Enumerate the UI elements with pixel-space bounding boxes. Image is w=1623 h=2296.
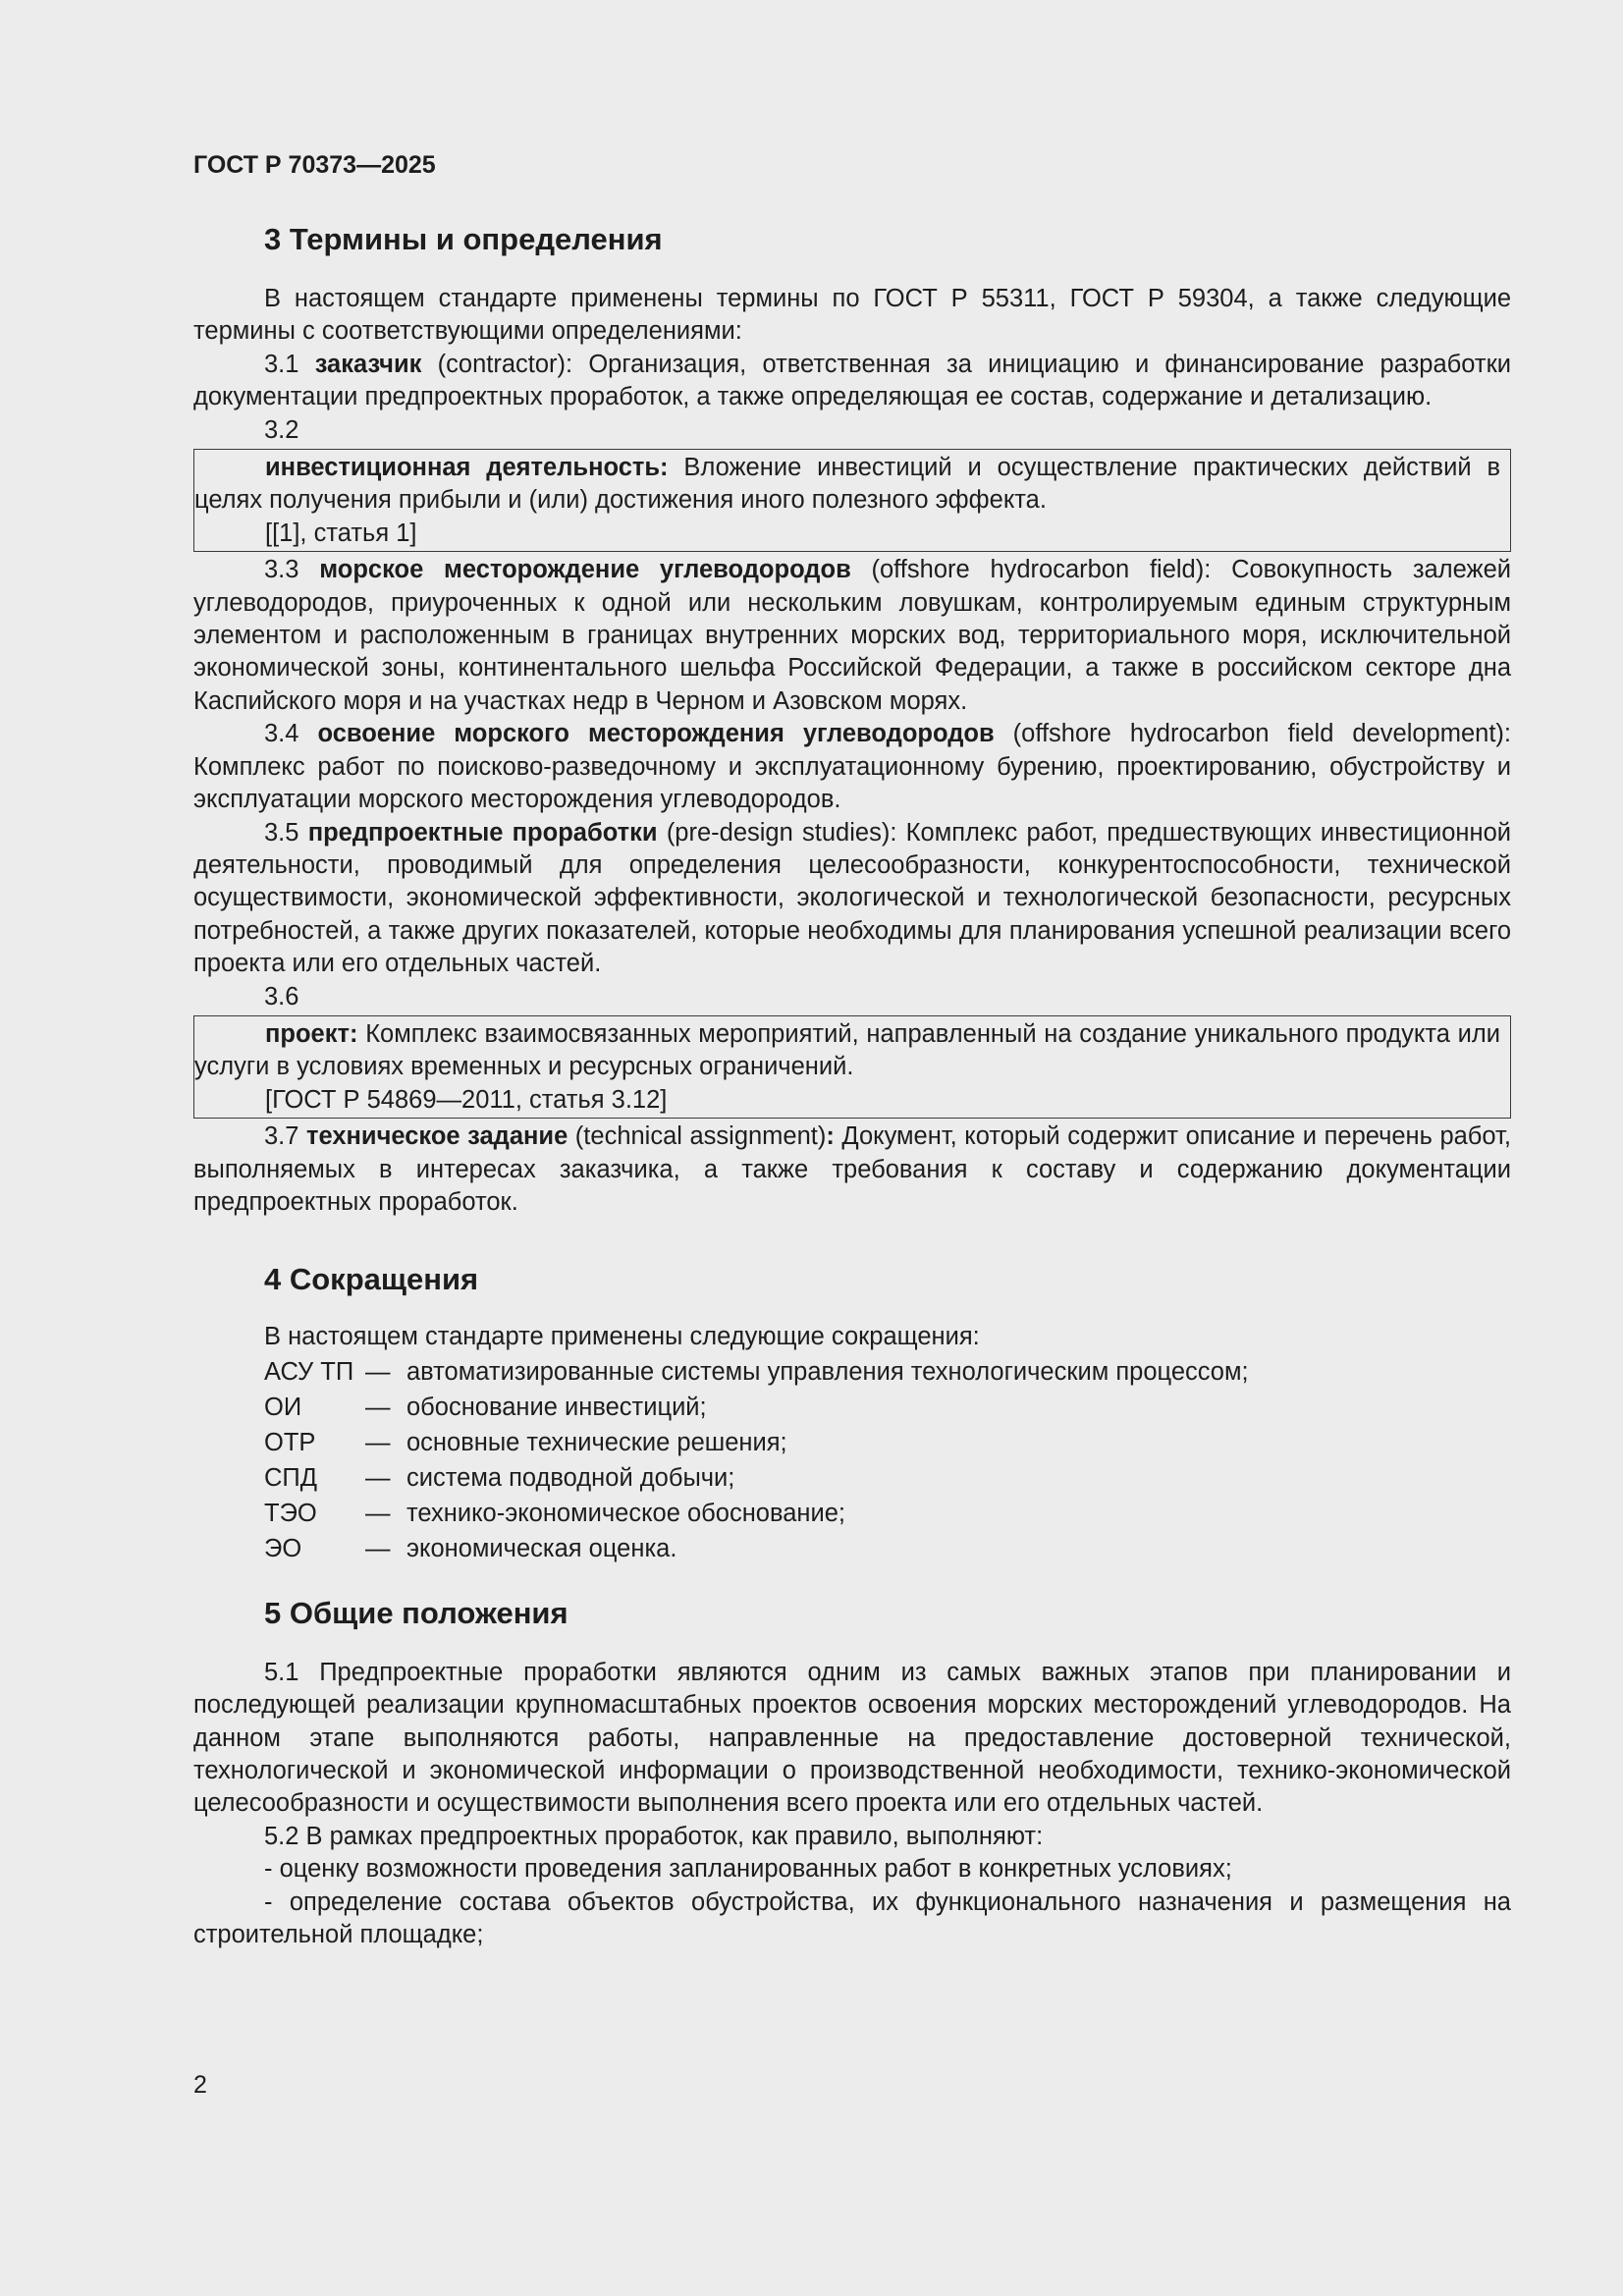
term-name: морское месторождение углеводородов <box>319 556 851 584</box>
term-definition: (offshore hydrocarbon field development): Комплекс работ по поисково-разведочному и эксплуатационному бурению, проектированию, обустройству и эксплуатации морского месторождения углеводородов. <box>193 720 1511 814</box>
term-definition: Вложение инвестиций и осуществление практических действий в целях получения прибыли и (или) достижения иного полезного эффекта. <box>194 454 1501 515</box>
clause-5-1: 5.1 Предпроектные проработки являются одним из самых важных этапов при планировании и последующей реализации крупномасштабных проектов освоения морских месторождений углеводородов. На данном этапе выполняются работы, направленные на предоставление достоверной технической, технологической и экономической информации о производственной необходимости, технико-экономической целесообразности и осуществимости выполнения всего проекта или его отдельных частей. <box>193 1658 1511 1818</box>
section-3-title: 3 Термины и определения <box>264 222 663 256</box>
term-definition: (contractor): Организация, ответственная за инициацию и финансирование разработки документации предпроектных проработок, а также определяющая ее состав, содержание и детализацию. <box>193 350 1511 411</box>
term-3-5 <box>193 817 1511 981</box>
abbreviation-meaning: технико-экономическое обоснование; <box>406 1499 846 1527</box>
term-definition: (pre-design studies): Комплекс работ, предшествующих инвестиционной деятельности, проводимый для определения целесообразности, конкурентоспособности, технической осуществимости, экономической эффективности, экологической и технологической безопасности, ресурсных потребностей, а также других показателей, которые необходимы для планирования успешной реализации всего проекта или его отдельных частей. <box>193 818 1511 978</box>
page-number: 2 <box>193 2071 207 2099</box>
abbreviation: ОТР <box>264 1428 316 1456</box>
abbreviation-meaning: экономическая оценка. <box>406 1534 677 1562</box>
abbreviation-dash: — <box>365 1463 391 1492</box>
abbreviation: СПД <box>264 1463 318 1492</box>
abbreviation: ТЭО <box>264 1499 317 1527</box>
term-3-6 <box>194 1018 1510 1084</box>
term-3-4 <box>193 718 1511 816</box>
abbreviation-meaning: обоснование инвестиций; <box>406 1393 707 1421</box>
term-3-2-number: 3.2 <box>264 415 299 444</box>
term-3-2-source: [[1], статья 1] <box>265 519 417 547</box>
term-3-2-box <box>193 449 1511 552</box>
abbreviation-item <box>264 1425 1511 1460</box>
term-3-3 <box>193 554 1511 718</box>
term-number: 3.3 <box>264 556 320 584</box>
term-3-6-number: 3.6 <box>264 982 299 1011</box>
section-4-title: 4 Сокращения <box>264 1262 479 1297</box>
abbreviation: ОИ <box>264 1393 302 1421</box>
abbreviation-item <box>264 1460 1511 1496</box>
abbreviation-meaning: автоматизированные системы управления технологическим процессом; <box>406 1357 1249 1386</box>
document-header: ГОСТ Р 70373—2025 <box>193 151 436 179</box>
abbreviation: АСУ ТП <box>264 1357 354 1386</box>
term-number: 3.4 <box>264 720 318 748</box>
abbreviation-item <box>264 1354 1511 1390</box>
abbreviation-meaning: основные технические решения; <box>406 1428 787 1456</box>
clause-5-2: 5.2 В рамках предпроектных проработок, как правило, выполняют: <box>264 1822 1044 1850</box>
term-name: инвестиционная деятельность: <box>265 454 669 482</box>
term-3-1 <box>193 349 1511 414</box>
term-name: предпроектные проработки <box>307 818 658 847</box>
term-number: 3.1 <box>264 350 315 378</box>
abbreviation-meaning: система подводной добычи; <box>406 1463 735 1492</box>
term-name: освоение морского месторождения углеводородов <box>317 720 995 748</box>
term-3-6-source: [ГОСТ Р 54869—2011, статья 3.12] <box>265 1085 668 1114</box>
term-name: заказчик <box>314 350 422 378</box>
document-page <box>193 145 1511 1951</box>
term-definition: Комплекс взаимосвязанных мероприятий, направленный на создание уникального продукта или услуги в условиях временных и ресурсных ограничений. <box>194 1019 1500 1081</box>
term-name: проект: <box>265 1019 358 1048</box>
term-3-6-box <box>193 1015 1511 1119</box>
section-5-title: 5 Общие положения <box>264 1595 568 1630</box>
term-number: 3.5 <box>264 818 308 847</box>
term-english: (technical assignment) <box>568 1122 827 1151</box>
abbreviation-dash: — <box>365 1393 391 1421</box>
abbreviation-dash: — <box>365 1357 391 1386</box>
term-definition: (offshore hydrocarbon field): Совокупность залежей углеводородов, приуроченных к одной или нескольким ловушкам, контролируемым единым структурным элементом и расположенным в границах внутренних морских вод, территориального моря, исключительной экономической зоны, континентального шельфа Российской Федерации, а также в российском секторе дна Каспийского моря и на участках недр в Черном и Азовском морях. <box>193 556 1511 715</box>
abbreviation-list <box>193 1354 1511 1566</box>
list-item: - определение состава объектов обустройства, их функционального назначения и размещения на строительной площадке; <box>193 1887 1511 1949</box>
term-3-2 <box>194 452 1510 518</box>
abbreviation-dash: — <box>365 1428 391 1456</box>
section-4-intro: В настоящем стандарте применены следующие сокращения: <box>264 1323 980 1351</box>
abbreviation-dash: — <box>365 1499 391 1527</box>
term-colon: : <box>826 1122 835 1151</box>
abbreviation-item <box>264 1531 1511 1566</box>
term-definition: Документ, который содержит описание и перечень работ, выполняемых в интересах заказчика, а также требования к составу и содержанию документации предпроектных проработок. <box>193 1122 1511 1216</box>
abbreviation-item <box>264 1496 1511 1531</box>
term-number: 3.7 <box>264 1122 306 1151</box>
section-3-intro: В настоящем стандарте применены термины по ГОСТ Р 55311, ГОСТ Р 59304, а также следующие термины с соответствующими определениями: <box>193 285 1511 346</box>
term-name: техническое задание <box>305 1122 568 1151</box>
term-3-7 <box>193 1121 1511 1219</box>
abbreviation: ЭО <box>264 1534 302 1562</box>
abbreviation-item <box>264 1390 1511 1425</box>
list-item: - оценку возможности проведения запланированных работ в конкретных условиях; <box>264 1855 1232 1884</box>
abbreviation-dash: — <box>365 1534 391 1562</box>
